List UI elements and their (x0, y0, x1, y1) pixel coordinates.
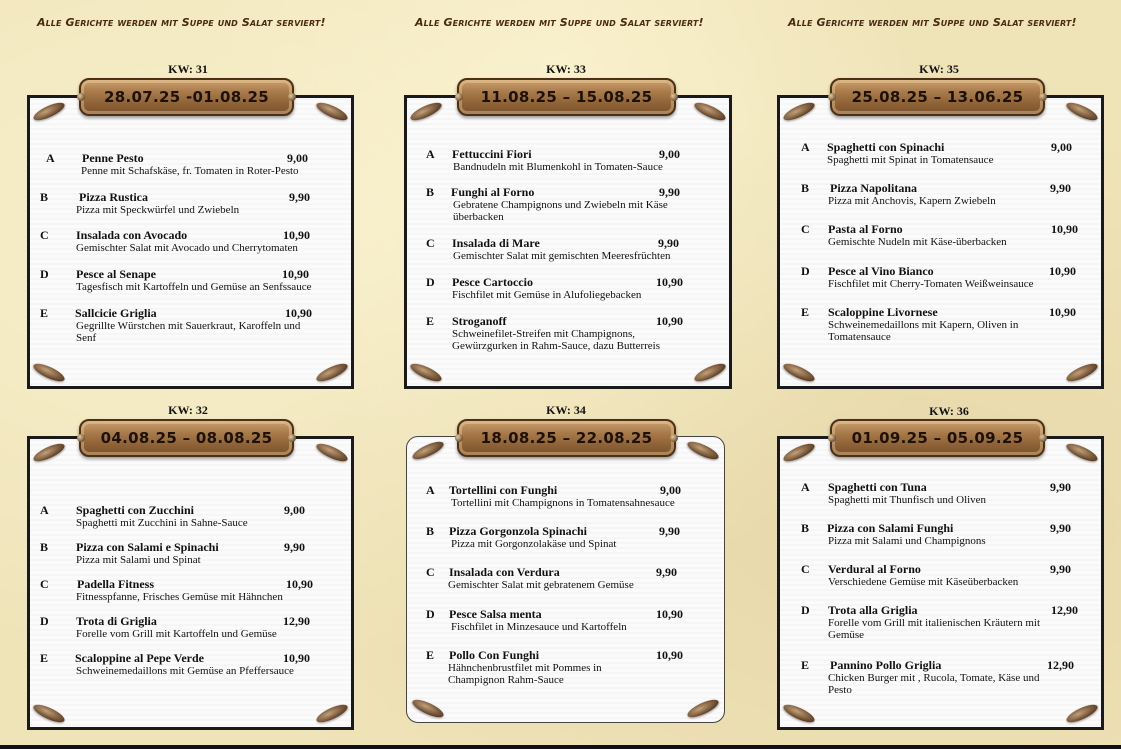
item-name: Padella Fitness (77, 577, 154, 591)
item-description: Schweinemedaillons mit Kapern, Oliven in Tomatensauce (828, 319, 1019, 343)
item-name: Fettuccini Fiori (452, 147, 532, 161)
item-letter: D (40, 267, 49, 281)
paper-clip-icon (692, 99, 727, 123)
paper-clip-icon (781, 440, 816, 464)
bolt-icon (828, 434, 836, 442)
item-price: 12,90 (1051, 603, 1078, 617)
item-letter: C (801, 562, 810, 576)
item-letter: D (40, 614, 49, 628)
paper-clip-icon (410, 696, 445, 720)
item-description: Spaghetti mit Zucchini in Sahne-Sauce (76, 517, 248, 529)
item-description: Fischfilet mit Gemüse in Alufoliegebacken (452, 289, 642, 301)
item-price: 10,90 (283, 651, 310, 665)
item-price: 10,90 (283, 228, 310, 242)
bolt-icon (77, 93, 85, 101)
paper-clip-icon (685, 696, 720, 720)
item-name: Pesce al Senape (76, 267, 156, 281)
item-description: Pizza mit Salami und Spinat (76, 554, 201, 566)
week-dates: 04.08.25 – 08.08.25 (100, 429, 273, 447)
week-label: KW: 36 (929, 404, 969, 418)
item-description: Spaghetti mit Thunfisch und Oliven (828, 494, 987, 506)
item-letter: A (426, 147, 435, 161)
week-dates: 11.08.25 – 15.08.25 (480, 88, 653, 106)
item-price: 12,90 (283, 614, 310, 628)
week-dates: 25.08.25 – 13.06.25 (851, 88, 1024, 106)
item-name: Spaghetti con Zucchini (76, 503, 195, 517)
bolt-icon (288, 434, 296, 442)
item-price: 9,90 (1050, 181, 1071, 195)
item-name: Spaghetti con Spinachi (827, 140, 945, 154)
item-letter: C (426, 236, 435, 250)
item-price: 10,90 (656, 648, 683, 662)
item-name: Scaloppine al Pepe Verde (75, 651, 205, 665)
item-price: 9,90 (1050, 521, 1071, 535)
item-description: Gemischter Salat mit Avocado und Cherrytomaten (76, 242, 298, 254)
item-letter: A (46, 151, 55, 165)
item-price: 10,90 (285, 306, 312, 320)
item-letter: D (426, 275, 435, 289)
item-price: 9,90 (289, 190, 310, 204)
paper-clip-icon (685, 438, 720, 462)
item-letter: B (801, 181, 810, 195)
date-plaque (830, 78, 1045, 116)
item-description: Tortellini mit Champignons in Tomatensahnesauce (451, 497, 675, 509)
paper-clip-icon (408, 360, 443, 384)
item-description: Bandnudeln mit Blumenkohl in Tomaten-Sauce (453, 161, 663, 173)
week-label: KW: 34 (546, 403, 586, 417)
item-price: 9,00 (284, 503, 305, 517)
paper-clip-icon (781, 360, 816, 384)
item-price: 9,90 (659, 524, 680, 538)
item-price: 10,90 (656, 275, 683, 289)
item-description: Fischfilet in Minzesauce und Kartoffeln (451, 621, 627, 633)
item-name: Sallcicie Griglia (75, 306, 157, 320)
item-letter: B (801, 521, 810, 535)
item-letter: E (426, 314, 435, 328)
paper-clip-icon (781, 701, 816, 725)
item-price: 9,90 (1050, 480, 1071, 494)
paper-clip-icon (781, 99, 816, 123)
item-name: Scaloppine Livornese (828, 305, 938, 319)
item-name: Pesce al Vino Bianco (828, 264, 934, 278)
item-description: Chicken Burger mit , Rucola, Tomate, Käse und Pesto (828, 672, 1040, 696)
item-name: Spaghetti con Tuna (828, 480, 927, 494)
paper-clip-icon (1064, 99, 1099, 123)
item-price: 9,00 (659, 147, 680, 161)
item-description: Hähnchenbrustfilet mit Pommes in Champignon Rahm-Sauce (448, 662, 602, 686)
item-price: 10,90 (656, 607, 683, 621)
bolt-icon (77, 434, 85, 442)
item-price: 9,90 (656, 565, 677, 579)
item-letter: D (801, 264, 810, 278)
bolt-icon (1039, 434, 1047, 442)
item-price: 10,90 (282, 267, 309, 281)
menu-card (406, 436, 725, 723)
paper-clip-icon (314, 701, 349, 725)
date-plaque (457, 78, 676, 116)
date-plaque (457, 419, 676, 457)
header-note-2: Alle Gerichte werden mit Suppe und Salat serviert! (415, 16, 704, 29)
item-description: Schweinefilet-Streifen mit Champignons, Gewürzgurken in Rahm-Sauce, dazu Butterreis (452, 328, 661, 352)
item-price: 9,90 (658, 236, 679, 250)
paper-clip-icon (1064, 360, 1099, 384)
item-letter: C (801, 222, 810, 236)
item-description: Gemischter Salat mit gemischten Meeresfrüchten (453, 250, 671, 262)
bolt-icon (1039, 93, 1047, 101)
paper-clip-icon (31, 99, 66, 123)
bottom-border (0, 745, 1121, 749)
week-dates: 28.07.25 -01.08.25 (104, 88, 269, 106)
item-letter: E (40, 651, 49, 665)
item-description: Gebratene Champignons und Zwiebeln mit Käse überbacken (453, 199, 668, 223)
item-letter: B (426, 185, 435, 199)
paper-clip-icon (410, 438, 445, 462)
item-letter: C (426, 565, 435, 579)
item-letter: A (801, 140, 810, 154)
item-name: Pesce Salsa menta (449, 607, 542, 621)
item-letter: B (40, 540, 49, 554)
header-note-3: Alle Gerichte werden mit Suppe und Salat serviert! (788, 16, 1077, 29)
menu-card (27, 95, 354, 389)
item-name: Pollo Con Funghi (449, 648, 540, 662)
item-description: Pizza mit Anchovis, Kapern Zwiebeln (828, 195, 996, 207)
paper-clip-icon (314, 360, 349, 384)
item-letter: E (801, 305, 810, 319)
item-description: Forelle vom Grill mit italienischen Kräutern mit Gemüse (828, 617, 1041, 641)
paper-clip-icon (408, 99, 443, 123)
item-description: Gemischte Nudeln mit Käse-überbacken (828, 236, 1007, 248)
paper-clip-icon (314, 440, 349, 464)
bolt-icon (670, 93, 678, 101)
item-price: 10,90 (286, 577, 313, 591)
bolt-icon (828, 93, 836, 101)
item-description: Pizza mit Speckwürfel und Zwiebeln (76, 204, 240, 216)
bolt-icon (455, 434, 463, 442)
paper-clip-icon (31, 701, 66, 725)
header-note-1: Alle Gerichte werden mit Suppe und Salat serviert! (37, 16, 326, 29)
item-name: Pannino Pollo Griglia (830, 658, 942, 672)
paper-clip-icon (314, 99, 349, 123)
item-description: Fitnesspfanne, Frisches Gemüse mit Hähnchen (76, 591, 283, 603)
item-letter: D (426, 607, 435, 621)
item-price: 9,00 (660, 483, 681, 497)
item-name: Trota alla Griglia (828, 603, 918, 617)
bolt-icon (288, 93, 296, 101)
paper-clip-icon (31, 440, 66, 464)
item-letter: A (426, 483, 435, 497)
item-description: Gemischter Salat mit gebratenem Gemüse (448, 579, 634, 591)
item-name: Insalada con Verdura (449, 565, 560, 579)
item-price: 9,00 (287, 151, 308, 165)
item-price: 9,90 (659, 185, 680, 199)
item-price: 9,90 (1050, 562, 1071, 576)
item-letter: E (801, 658, 810, 672)
date-plaque (79, 78, 294, 116)
menu-card (404, 95, 732, 389)
item-price: 9,00 (1051, 140, 1072, 154)
item-description: Forelle vom Grill mit Kartoffeln und Gemüse (76, 628, 277, 640)
paper-clip-icon (1064, 440, 1099, 464)
item-letter: C (40, 577, 49, 591)
item-description: Tagesfisch mit Kartoffeln und Gemüse an Senfssauce (76, 281, 312, 293)
item-name: Trota di Griglia (76, 614, 157, 628)
menu-card (777, 95, 1104, 389)
item-description: Spaghetti mit Spinat in Tomatensauce (827, 154, 994, 166)
bolt-icon (670, 434, 678, 442)
item-price: 10,90 (656, 314, 683, 328)
week-label: KW: 31 (168, 62, 208, 76)
item-letter: D (801, 603, 810, 617)
week-label: KW: 32 (168, 403, 208, 417)
item-description: Verschiedene Gemüse mit Käseüberbacken (828, 576, 1019, 588)
week-dates: 01.09.25 – 05.09.25 (851, 429, 1024, 447)
item-letter: B (426, 524, 435, 538)
item-description: Fischfilet mit Cherry-Tomaten Weißweinsauce (828, 278, 1034, 290)
item-name: Pizza con Salami e Spinachi (76, 540, 219, 554)
item-description: Gegrillte Würstchen mit Sauerkraut, Karoffeln und Senf (76, 320, 301, 344)
paper-clip-icon (692, 360, 727, 384)
paper-clip-icon (31, 360, 66, 384)
week-dates: 18.08.25 – 22.08.25 (480, 429, 653, 447)
item-letter: A (801, 480, 810, 494)
item-letter: E (426, 648, 435, 662)
item-letter: C (40, 228, 49, 242)
item-price: 10,90 (1049, 305, 1076, 319)
item-name: Pasta al Forno (828, 222, 903, 236)
item-name: Pizza Gorgonzola Spinachi (449, 524, 587, 538)
date-plaque (79, 419, 294, 457)
item-name: Penne Pesto (82, 151, 144, 165)
item-name: Verdural al Forno (828, 562, 921, 576)
date-plaque (830, 419, 1045, 457)
item-description: Penne mit Schafskäse, fr. Tomaten in Roter-Pesto (81, 165, 299, 177)
menu-card (27, 436, 354, 730)
item-price: 12,90 (1047, 658, 1074, 672)
item-letter: A (40, 503, 49, 517)
item-name: Insalada di Mare (452, 236, 540, 250)
item-description: Schweinemedaillons mit Gemüse an Pfeffersauce (76, 665, 294, 677)
item-name: Insalada con Avocado (76, 228, 188, 242)
item-description: Pizza mit Gorgonzolakäse und Spinat (451, 538, 617, 550)
item-price: 10,90 (1051, 222, 1078, 236)
item-name: Stroganoff (452, 314, 507, 328)
item-letter: E (40, 306, 49, 320)
item-name: Tortellini con Funghi (449, 483, 558, 497)
item-name: Funghi al Forno (451, 185, 535, 199)
item-description: Pizza mit Salami und Champignons (828, 535, 986, 547)
menu-card (777, 436, 1104, 730)
item-name: Pesce Cartoccio (452, 275, 533, 289)
item-name: Pizza Rustica (79, 190, 148, 204)
item-letter: B (40, 190, 49, 204)
item-name: Pizza con Salami Funghi (827, 521, 954, 535)
item-price: 10,90 (1049, 264, 1076, 278)
item-price: 9,90 (284, 540, 305, 554)
bolt-icon (455, 93, 463, 101)
item-name: Pizza Napolitana (830, 181, 917, 195)
week-label: KW: 35 (919, 62, 959, 76)
paper-clip-icon (1064, 701, 1099, 725)
week-label: KW: 33 (546, 62, 586, 76)
